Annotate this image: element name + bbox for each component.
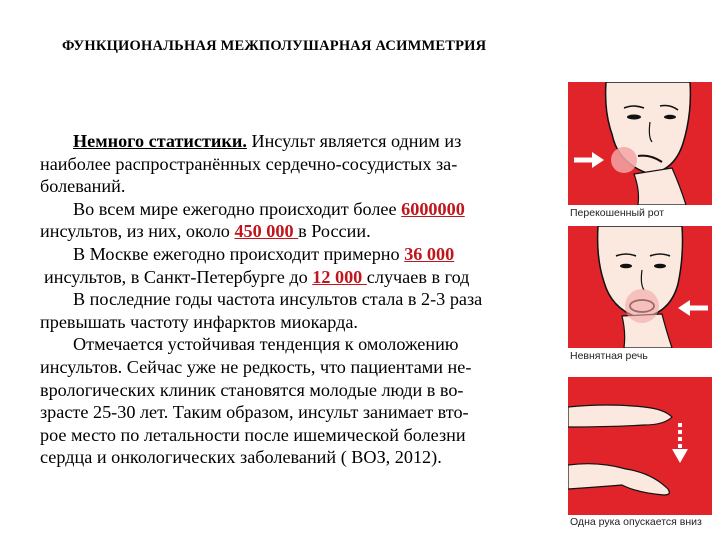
- text-line-3: болеваний.: [40, 176, 126, 197]
- text-line-11: инсультов. Сейчас уже не редкость, что пациентами не-: [40, 356, 472, 377]
- text-fragment: В Москве ежегодно происходит примерно: [73, 243, 405, 264]
- arm-caption: Одна рука опускается вниз: [570, 516, 702, 528]
- page-title: ФУНКЦИОНАЛЬНАЯ МЕЖПОЛУШАРНАЯ АСИММЕТРИЯ: [62, 38, 487, 54]
- russia-stroke-count: 450 000: [234, 221, 299, 242]
- text-line-9: превышать частоту инфарктов миокарда.: [40, 311, 358, 332]
- arm-drift-icon: [568, 377, 712, 515]
- world-stroke-count: 6000000: [401, 198, 465, 219]
- speech-caption: Невнятная речь: [570, 350, 648, 362]
- text-fragment: Во всем мире ежегодно происходит более: [73, 198, 402, 219]
- text-line-10: Отмечается устойчивая тенденция к омоложению: [73, 334, 459, 355]
- text-fragment: Инсульт является одним из: [246, 131, 462, 151]
- text-fragment: в России.: [298, 221, 371, 242]
- face-droop-icon: [568, 82, 712, 205]
- text-line-7: [40, 266, 575, 289]
- text-fragment: инсультов, из них, около: [40, 221, 235, 242]
- speech-illustration: [568, 226, 712, 348]
- slurred-speech-icon: [568, 226, 712, 348]
- text-line-5: [40, 220, 575, 243]
- arm-drift-illustration: [568, 377, 712, 515]
- text-fragment: случаев в год: [366, 266, 470, 287]
- statistics-heading: Немного статистики.: [73, 131, 247, 151]
- text-line-13: зрасте 25-30 лет. Таким образом, инсульт занимает вто-: [40, 402, 469, 423]
- text-line-1: [40, 130, 575, 153]
- text-line-4: [40, 198, 575, 221]
- text-line-12: врологических клиник становятся молодые люди в во-: [40, 379, 464, 400]
- text-line-15: сердца и онкологических заболеваний ( ВОЗ, 2012).: [40, 447, 442, 468]
- text-line-6: [40, 243, 575, 266]
- moscow-stroke-count: 36 000: [404, 243, 455, 264]
- spb-stroke-count: 12 000: [312, 266, 367, 287]
- face-droop-illustration: [568, 82, 712, 205]
- text-line-2: наиболее распространённых сердечно-сосудистых за-: [40, 153, 458, 174]
- text-fragment: инсультов, в Санкт-Петербурге до: [44, 266, 313, 287]
- face-droop-caption: Перекошенный рот: [570, 207, 665, 219]
- statistics-text: [40, 130, 575, 469]
- text-line-14: рое место по летальности после ишемической болезни: [40, 424, 466, 445]
- text-line-8: В последние годы частота инсультов стала в 2-3 раза: [73, 289, 483, 310]
